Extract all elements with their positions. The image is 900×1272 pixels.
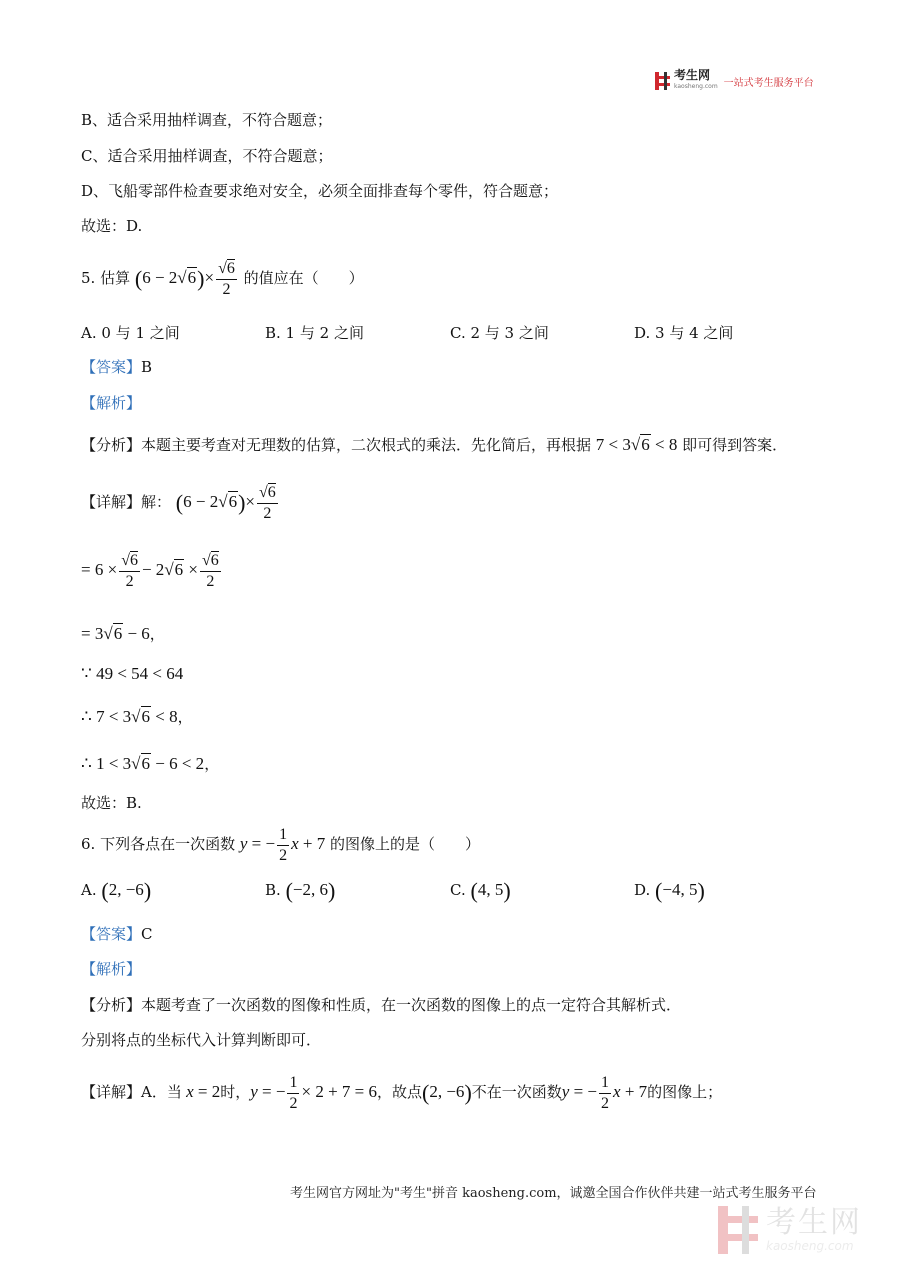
- q5-xiangjie: 【详解】解： (6 − 2√6)× $\frac{√6}{2}$: [81, 483, 276, 522]
- q5-fenxi: 【分析】本题主要考查对无理数的估算，二次根式的乘法．先化简后，再根据 7 < 3√6 < 8 即可得到答案．: [81, 435, 788, 454]
- q5-option-a: A. 0 与 1 之间: [81, 324, 180, 342]
- q5-option-b: B. 1 与 2 之间: [265, 324, 364, 342]
- footer-text: 考生网官方网址为"考生"拼音 kaosheng.com，诚邀全国合作伙伴共建一站式考生服务平台: [290, 1186, 817, 1201]
- watermark-name: 考生网: [766, 1205, 862, 1240]
- q6-analysis-tag: 【解析】: [81, 960, 142, 978]
- kaosheng-logo-icon: [655, 72, 670, 90]
- q5-number: 5. 估算: [81, 269, 131, 287]
- q5-step-2: = 3√6 − 6，: [81, 624, 165, 643]
- watermark-domain: kaosheng.com: [766, 1239, 854, 1253]
- q5-option-d: D. 3 与 4 之间: [634, 324, 734, 342]
- q6-option-a: A. (2, −6): [81, 878, 152, 903]
- q5-step-since: ∵ 49 < 54 < 64: [81, 664, 184, 683]
- header-logo: [655, 70, 814, 92]
- q5-stem-end: 的值应在（ ）: [243, 269, 364, 287]
- q5-step-3: ∴ 7 < 3√6 < 8，: [81, 707, 193, 726]
- q4-option-d-explain: D、飞船零部件检查要求绝对安全，必须全面排查每个零件，符合题意；: [81, 182, 559, 200]
- q6-xiangjie-a: 【详解】A．当 x = 2时，y = − $\frac{1}{2}$ × 2 + 7 = 6，故点(2, −6)不在一次函数y = − $\frac{1}{2}$ x + 7的图像上；: [81, 1073, 723, 1112]
- q5-fenxi-end: 即可得到答案．: [682, 436, 788, 454]
- q5-answer-line: [81, 357, 152, 377]
- q6-number: 6. 下列各点在一次函数: [81, 835, 236, 853]
- q6-stem-end: 的图像上的是（ ）: [330, 835, 481, 853]
- q6-option-c: C. (4, 5): [450, 878, 511, 903]
- q6-fenxi-1: 【分析】本题考查了一次函数的图像和性质，在一次函数的图像上的点一定符合其解析式．: [81, 996, 682, 1014]
- q5-fenxi-text: 【分析】本题主要考查对无理数的估算，二次根式的乘法．先化简后，再根据: [81, 436, 592, 454]
- q6-answer-line: [81, 924, 153, 944]
- logo-name: 考生网: [674, 68, 711, 82]
- logo-slogan: 一站式考生服务平台: [723, 77, 814, 89]
- q5-step-4: ∴ 1 < 3√6 − 6 < 2，: [81, 754, 220, 773]
- q5-choose: 故选：B.: [81, 794, 142, 812]
- q6-answer-tag: 【答案】: [81, 925, 142, 943]
- q6-stem: 6. 下列各点在一次函数 y = − $\frac{1}{2}$ x + 7 的图像上的是（ ）: [81, 825, 481, 864]
- q5-option-c: C. 2 与 3 之间: [450, 324, 549, 342]
- q5-analysis-tag: 【解析】: [81, 394, 142, 412]
- q5-answer: B: [141, 358, 153, 376]
- q4-option-b-explain: B、适合采用抽样调查，不符合题意；: [81, 111, 333, 129]
- q4-option-c-explain: C、适合采用抽样调查，不符合题意；: [81, 147, 333, 165]
- logo-domain: kaosheng.com: [674, 83, 718, 90]
- q6-fenxi-2: 分别将点的坐标代入计算判断即可．: [81, 1031, 322, 1049]
- q4-choose: 故选：D.: [81, 217, 143, 235]
- q6-option-d: D. (−4, 5): [634, 878, 705, 903]
- q5-xiangjie-tag: 【详解】解：: [81, 493, 172, 511]
- q6-answer: C: [141, 925, 153, 943]
- q5-answer-tag: 【答案】: [81, 358, 142, 376]
- watermark-logo-icon: [718, 1206, 758, 1254]
- q5-step-1: = 6 × $\frac{√6}{2}$ − 2√6 × $\frac{√6}{2}$: [81, 551, 219, 590]
- watermark: [718, 1206, 862, 1254]
- q6-option-b: B. (−2, 6): [265, 878, 336, 903]
- q5-stem: 5. 估算 (6 − 2√6)× $\frac{√6}{2}$ 的值应在（ ）: [81, 259, 364, 298]
